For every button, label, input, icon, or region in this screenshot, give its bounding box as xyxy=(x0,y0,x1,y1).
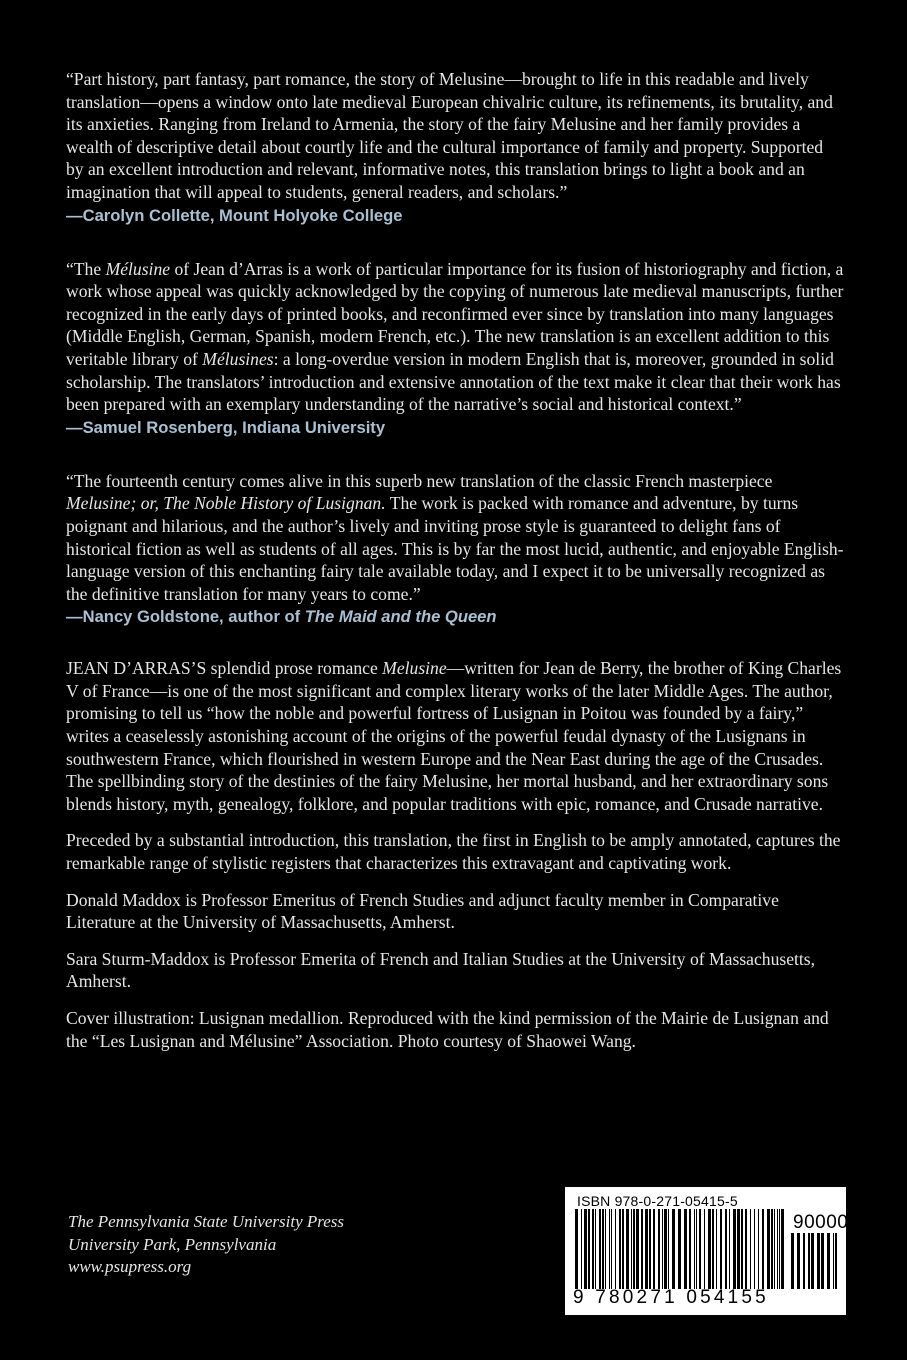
author-bio-donald-maddox: Donald Maddox is Professor Emeritus of French Studies and adjunct faculty member in Comparative Literature at the University of Massachusetts, Amherst. xyxy=(66,889,779,933)
quote-text: “The fourteenth century comes alive in this superb new translation of the classic French masterpiece Melusine; or, The Noble History of Lusignan. The work is packed with romance and adventure, by turns poignant and hilarious, and the author’s lively and inviting prose style is guaranteed to delight fans of historical fiction as well as students of all ages. This is by far the most lucid, authentic, and enjoyable English-language version of this enchanting fairy tale available today, and I expect it to be universally recognized as the definitive translation for many years to come.” xyxy=(66,470,844,604)
publisher-website: www.psupress.org xyxy=(68,1257,192,1276)
publisher-imprint xyxy=(68,1211,344,1279)
publisher-name: The Pennsylvania State University Press xyxy=(68,1212,345,1231)
back-cover-text xyxy=(66,68,844,1066)
isbn-label: ISBN 978-0-271-05415-5 xyxy=(577,1193,738,1209)
review-quote-3 xyxy=(66,470,844,629)
author-bio-sara-sturm-maddox: Sara Sturm-Maddox is Professor Emerita of French and Italian Studies at the University of Massachusetts, Amherst. xyxy=(66,948,816,992)
quote-attribution: —Carolyn Collette, Mount Holyoke College xyxy=(66,205,403,225)
barcode-addon-bars-icon xyxy=(791,1233,839,1289)
publisher-location: University Park, Pennsylvania xyxy=(68,1234,277,1254)
quote-attribution: —Samuel Rosenberg, Indiana University xyxy=(66,417,386,437)
book-description: JEAN D’ARRAS’S splendid prose romance Melusine—written for Jean de Berry, the brother of King Charles V of France—is one of the most significant and complex literary works of the later Middle Ages. The author, promising to tell us “how the noble and powerful fortress of Lusignan in Poitou was founded by a fairy,” writes a ceaselessly astonishing account of the origins of the powerful feudal dynasty of the Lusignans in southwestern France, which flourished in western Europe and the Near East during the age of the Crusades. The spellbinding story of the destinies of the fairy Melusine, her mortal husband, and her extraordinary sons blends history, myth, genealogy, folklore, and popular traditions with epic, romance, and Crusade narrative. xyxy=(66,658,842,814)
quote-attribution: —Nancy Goldstone, author of The Maid and the Queen xyxy=(66,607,497,627)
price-code: 90000 xyxy=(793,1212,849,1233)
review-quote-2 xyxy=(66,258,844,439)
translation-note: Preceded by a substantial introduction, this translation, the first in English to be amply annotated, captures the remarkable range of stylistic registers that characterizes this extravagant and captivating work. xyxy=(66,830,841,874)
quote-text: “The Mélusine of Jean d’Arras is a work of particular importance for its fusion of historiography and fiction, a work whose appeal was quickly acknowledged by the copying of numerous late medieval manuscripts, further recognized in the early days of printed books, and reconfirmed ever since by translation into many languages (Middle English, German, Spanish, modern French, etc.). The new translation is an excellent addition to this veritable library of Mélusines: a long-overdue version in modern English that is, moreover, grounded in solid scholarship. The translators’ introduction and extensive annotation of the text make it clear that their work has been prepared with an exemplary understanding of the narrative’s social and historical context.” xyxy=(66,258,844,415)
cover-illustration-credit: Cover illustration: Lusignan medallion. Reproduced with the kind permission of the Mairie de Lusignan and the “Les Lusignan and Mélusine” Association. Photo courtesy of Shaowei Wang. xyxy=(66,1008,829,1051)
quote-text: “Part history, part fantasy, part romance, the story of Melusine—brought to life in this readable and lively translation—opens a window onto late medieval European chivalric culture, its refinements, its brutality, and its anxieties. Ranging from Ireland to Armenia, the story of the fairy Melusine and her family provides a wealth of descriptive detail about courtly life and the cultural importance of family and property. Supported by an excellent introduction and relevant, informative notes, this translation brings to light a book and an imagination that will appeal to students, general readers, and scholars.” xyxy=(66,69,833,202)
isbn-barcode xyxy=(565,1187,849,1315)
barcode-digits: 9 780271 054155 xyxy=(573,1287,769,1308)
barcode-bars-icon xyxy=(575,1209,785,1289)
review-quote-1 xyxy=(66,68,844,227)
